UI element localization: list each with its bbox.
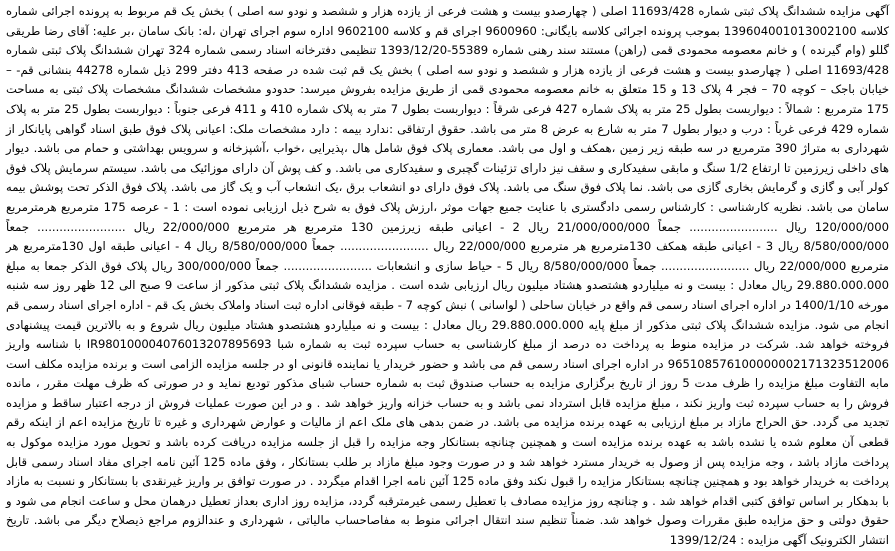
- auction-notice-text: آگهی مزایده ششدانگ پلاک ثبتی شماره 11693/428 اصلی ( چهارصدو بیست و هشت فرعی از یازده هزار و ششصد و نودو سه اصلی ) بخش یک قم مربوط به پرونده اجرائی شماره کلاسه 139604001013002100 بموجب پرونده اجرائی کلاسه بایگانی: 9600960 اجرای قم و کلاسه 9602100 اداره سوم اجرای تهران ،له: بانک سامان ،بر علیه: آقای رضا طریقی گللو (وام گیرنده ) و خانم معصومه محمودی قمی (راهن) مستند سند رهنی شماره 55389-1393/12/20 تنظیمی دفترخانه اسناد رسمی شماره 324 تهران ششدانگ پلاک ثبتی شماره 11693/428 اصلی ( چهارصدو بیست و هشت فرعی از یازده هزار و ششصد و نودو سه اصلی ) بخش یک قم ثبت شده در صفحه 413 دفتر 299 ذیل شماره 44278 بنشانی قم- – خیابان باجک – کوچه 70 – فجر 4 پلاک 13 و 15 متعلق به خانم معصومه محمودی قمی از طریق مزایده بفروش میرسد: حدودو مشخصات ششدانگ مشخصات پلاک ثبتی به مساحت 175 مترمربع : شمالاً : دیواربست بطول 25 متر به پلاک شماره 427 فرعی شرقاً : دیواربست بطول 7 متر به پلاک شماره 410 و 411 فرعی جنوباً : دیواربست بطول 25 متر به پلاک شماره 429 فرعی غرباً : درب و دیوار بطول 7 متر به شارع به عرض 8 متر می باشد. حقوق ارتفاقی :ندارد بیمه : دارد مشخصات ملک: اعیانی پلاک فوق طبق اسناد گواهی پایانکار از شهرداری به متراژ 390 مترمربع در سه طبقه زیر زمین ،همکف و اول می باشد. معماری پلاک فوق شامل هال ،پذیرایی ،خواب ،آشپزخانه و سرویس بهداشتی و حمام می باشد. دیوار های داخلی زیرزمین تا ارتفاع 1/2 سنگ و مابقی سفیدکاری و سقف نیز دارای تزئینات گچبری و سفیدکاری می باشد. و کف پوش آن دارای موزائیک می باشد. سیستم سرمایش پلاک فوق کولر آبی و گازی و گرمایش بخاری گازی می باشد. نما پلاک فوق سنگ می باشد. پلاک فوق دارای دو انشعاب برق ،یک انشعاب آب و یک گاز می باشد. پلاک فوق الذکر تحت پوشش بیمه سامان می باشد. نظریه کارشناسی : کارشناس رسمی دادگستری با عنایت جمیع جهات موثر ،ارزش پلاک فوق به شرح ذیل ارزیابی نموده است : 1 - عرصه 175 مترمربع هرمترمربع 120/000/000 ریال ........................ جمعاً 21/000/000/000 ریال 2 - اعیانی طبقه زیرزمین 130 مترمربع هر مترمربع 22/000/000 ریال ........................ جمعاً 8/580/000/000 ریال 3 - اعیانی طبقه همکف 130مترمربع هر مترمربع 22/000/000 ریال ........................ جمعاً 8/580/000/000 ریال 4 - اعیانی طبقه اول 130مترمربع هر مترمربع 22/000/000 ریال ........................ جمعاً 8/580/000/000 ریال 5 - حیاط سازی و انشعابات ........................ جمعاً 300/000/000 ریال پلاک فوق الذکر جمعا به مبلغ 29.880.000.000 ریال معادل : بیست و نه میلیاردو هشتصدو هشتاد میلیون ریال ارزیابی شده است . مزایده ششدانگ پلاک ثبتی مذکور از ساعت 9 صبح الی 12 ظهر روز سه شنبه مورخه 1400/1/10 در اداره اجرای اسناد رسمی قم واقع در خیابان ساحلی ( لواسانی ) نبش کوچه 7 - طبقه فوقانی اداره ثبت اسناد واملاک بخش یک قم - اداره اجرای اسناد رسمی قم انجام می شود. مزایده ششدانگ پلاک ثبتی مذکور از مبلغ پایه 29.880.000.000 ریال معادل : بیست و نه میلیاردو هشتصدو هشتاد میلیون ریال شروع و به بالاترین قیمت پیشنهادی فروخته خواهد شد. شرکت در مزایده منوط به پرداخت ده درصد از مبلغ کارشناسی به حساب سپرده ثبت به شماره شبا IR980100004076013207895693 با شناسه واریز 965108576100000002171323512006 در اداره اجرای اسناد رسمی قم می باشد و حضور خریدار یا نماینده قانونی او در جلسه مزایده الزامی است و برنده مزایده مکلف است مابه التفاوت مبلغ مزایده را ظرف مدت 5 روز از تاریخ برگزاری مزایده به حساب صندوق ثبت به شماره حساب شبای مذکور تودیع نماید و در صورتی که ظرف مهلت مقرر ، مانده فروش را به حساب سپرده ثبت واریز نکند ، مبلغ مزایده قابل استرداد نمی باشد و به حساب خزانه واریز خواهد شد . و در این صورت عملیات فروش از درجه اعتبار ساقط و مزایده تجدید می گردد. حق الحراج مازاد بر مبلغ ارزیابی به عهده برنده مزایده می باشد. در ضمن بدهی های ملک اعم از مالیات و عوارض شهرداری و غیره تا تاریخ مزایده اعم از اینکه رقم قطعی آن معلوم شده یا نشده باشد به عهده برنده مزایده است و همچنین چنانچه بستانکار وجه مزایده را قبل از جلسه مزایده دریافت کرده باشد و تحویل مورد مزایده موکول به پرداخت مازاد باشد ، وجه مزایده پس از وصول به خریدار مسترد خواهد شد و در صورت وجود مبلغ مازاد بر طلب بستانکار ، وفق ماده 125 آئین نامه اجرای مفاد اسناد رسمی قابل پرداخت به خریدار خواهد بود و همچنین چنانچه بستانکار مزایده را قبول نکند وفق ماده 125 آئین نامه اجرا اقدام میگردد . در صورت توافق بر واریز غیرنقدی با بستانکار و نسبت به مازاد با بدهکار بر اساس توافق کتبی اقدام خواهد شد . و چنانچه روز مزایده مصادف با تعطیل رسمی غیرمترقبه گردد، مزایده روز اداری بعداز تعطیل درهمان محل و ساعت انجام می شود و حقوق دولتی و حق مزایده طبق مقررات وصول خواهد شد. ضمناً تنظیم سند انتقال اجرائی منوط به مفاصاحساب مالیاتی ، شهرداری و عندالزوم مراجع ذیصلاح دیگر می باشد. تاریخ انتشار الکترونیک آگهی مزایده : 1399/12/24: [6, 4, 890, 548]
